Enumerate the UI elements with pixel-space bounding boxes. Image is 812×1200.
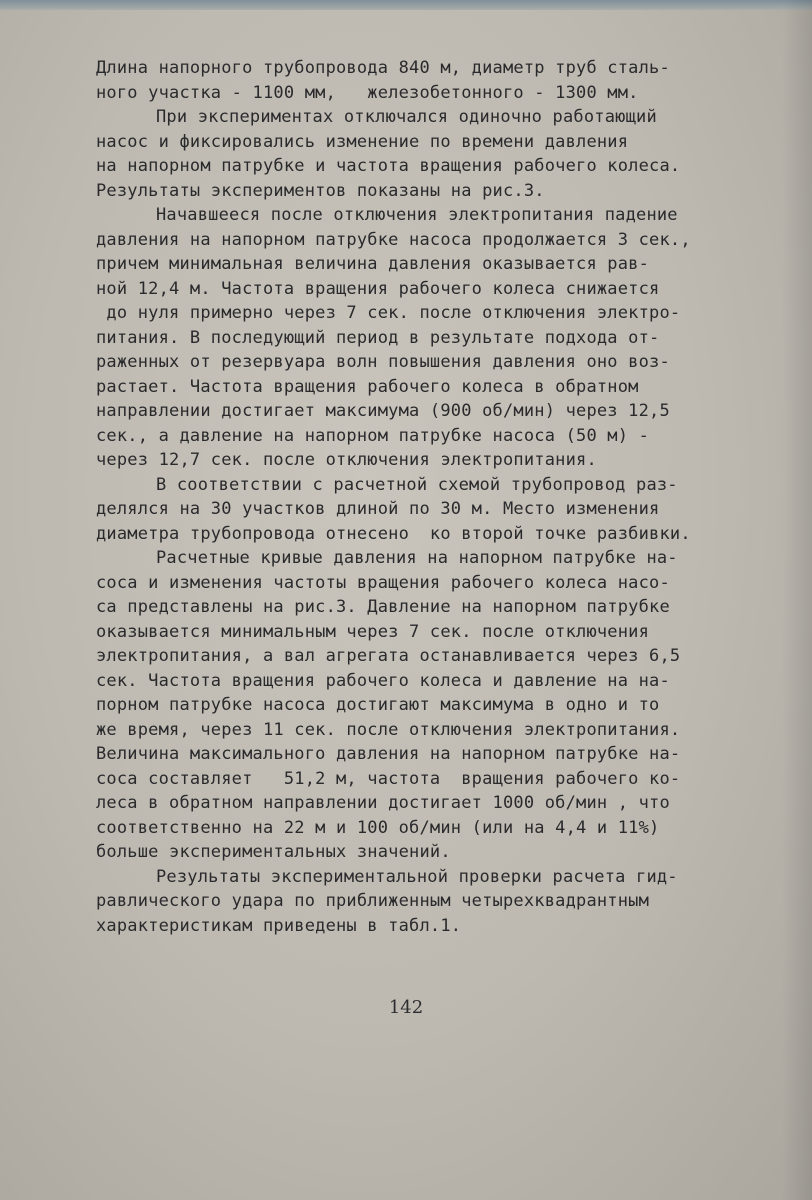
text-line: больше экспериментальных значений.	[96, 842, 451, 862]
text-line: порном патрубке насоса достигают максимума в одно и то	[96, 695, 660, 715]
top-edge	[0, 0, 812, 10]
text-line: до нуля примерно через 7 сек. после отключения электро-	[96, 303, 681, 323]
text-line: давления на напорном патрубке насоса продолжается 3 сек.,	[96, 229, 691, 250]
text-line: раженных от резервуара волн повышения давления оно воз-	[96, 352, 670, 372]
paragraph-start-line: В соответствии с расчетной схемой трубопровод раз-	[156, 474, 678, 495]
text-line: ной 12,4 м. Частота вращения рабочего колеса снижается	[96, 278, 660, 299]
text-line: са представлены на рис.3. Давление на напорном патрубке	[96, 597, 670, 617]
text-line: диаметра трубопровода отнесено ко второй точке разбивки.	[96, 523, 691, 544]
text-line: причем минимальная величина давления оказывается рав-	[96, 254, 650, 274]
text-line: направлении достигает максимума (900 об/мин) через 12,5	[96, 401, 670, 421]
text-line: Длина напорного трубопровода 840 м, диаметр труб сталь-	[96, 58, 670, 78]
text-line: же время, через 11 сек. после отключения электропитания.	[96, 719, 681, 740]
text-line: на напорном патрубке и частота вращения рабочего колеса.	[96, 156, 681, 176]
text-line: Величина максимального давления на напорном патрубке на-	[96, 744, 681, 764]
text-line: делялся на 30 участков длиной по 30 м. Место изменения	[96, 499, 660, 519]
text-line: Результаты экспериментов показаны на рис.3.	[96, 180, 545, 201]
page-number: 142	[388, 997, 424, 1018]
text-line: coca и изменения частоты вращения рабочего колеса насо-	[96, 572, 670, 593]
text-line: соответственно на 22 м и 100 об/мин (или на 4,4 и 11%)	[96, 817, 660, 838]
text-line: растает. Частота вращения рабочего колеса в обратном	[96, 376, 639, 397]
text-line: через 12,7 сек. после отключения электропитания.	[96, 450, 597, 470]
text-line: сек. Частота вращения рабочего колеса и давление на на-	[96, 670, 670, 691]
text-line: равлического удара по приближенным четырехквадрантным	[96, 891, 650, 911]
page-edge-shadow	[782, 0, 812, 1200]
text-line: оказывается минимальным через 7 сек. после отключения	[96, 621, 650, 642]
text-line: питания. В последующий период в результате подхода от-	[96, 327, 660, 348]
text-line: электропитания, а вал агрегата останавливается через 6,5	[96, 646, 681, 666]
text-line: ного участка - 1100 мм, железобетонного - 1300 мм.	[96, 82, 639, 103]
text-line: насос и фиксировались изменение по времени давления	[96, 131, 629, 152]
text-line: леса в обратном направлении достигает 1000 об/мин , что	[96, 793, 670, 813]
paragraph-start-line: Начавшееся после отключения электропитания падение	[156, 205, 678, 225]
text-line: характеристикам приведены в табл.1.	[96, 915, 462, 936]
paragraph-start-line: Результаты экспериментальной проверки расчета гид-	[156, 866, 678, 887]
text-line: сек., а давление на напорном патрубке насоса (50 м) -	[96, 425, 650, 446]
paragraph-start-line: Расчетные кривые давления на напорном патрубке на-	[156, 548, 678, 568]
paragraph-start-line: При экспериментах отключался одиночно работающий	[156, 107, 657, 127]
body-text	[96, 56, 776, 938]
text-line: coca составляет 51,2 м, частота вращения рабочего ко-	[96, 768, 681, 789]
